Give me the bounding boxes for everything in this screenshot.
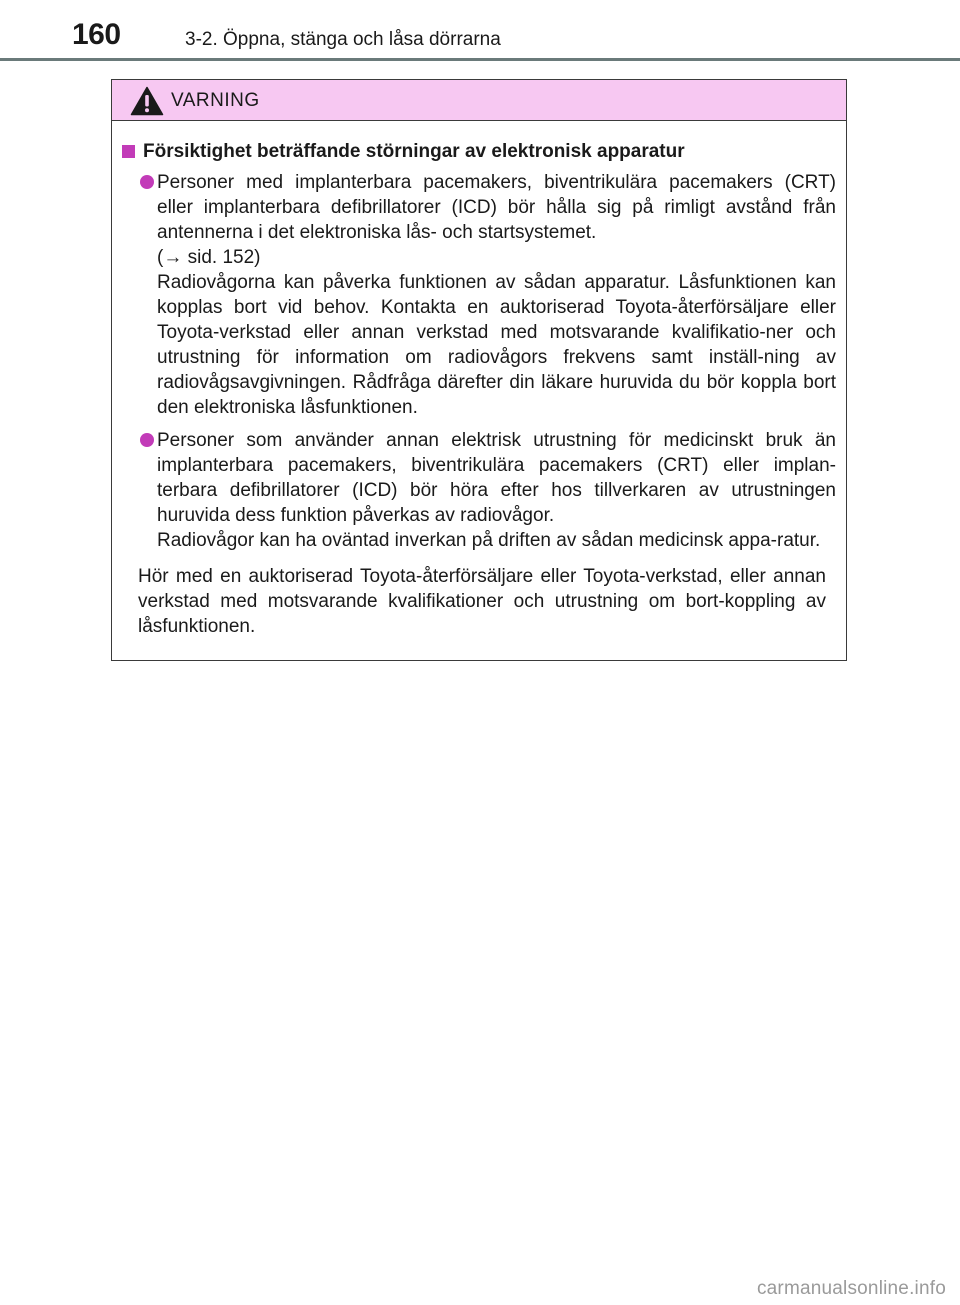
section-heading-text: Försiktighet beträffande störningar av elektronisk apparatur [143,141,685,162]
bullet-paragraph: Personer som använder annan elektrisk utrustning för medicinskt bruk än implanterbara pacemakers, biventrikulära pacemakers (CRT) eller implan-terbara defibrillatorer (ICD) bör höra efter hos tillverkaren av utrustningen huruvida dess funktion påverkas av radiovågor. [157,430,836,526]
closing-paragraph: Hör med en auktoriserad Toyota-återförsäljare eller Toyota-verkstad, eller annan verkstad med motsvarande kvalifikationer och utrustning om bort-koppling av låsfunktionen. [138,566,826,637]
watermark: carmanualsonline.info [756,1278,946,1299]
warning-content [112,121,846,639]
warning-header [112,80,846,121]
bullet-item [122,428,836,553]
section-title: 3-2. Öppna, stänga och låsa dörrarna [185,29,501,50]
bullet-item [122,170,836,420]
square-bullet-icon [122,145,135,158]
section-heading [122,139,836,165]
circle-bullet-icon [140,433,154,447]
warning-triangle-icon [130,86,164,116]
warning-title: VARNING [171,90,260,111]
page-number: 160 [72,18,121,51]
page-header [0,0,960,60]
page-reference: (→ sid. 152) [157,247,261,268]
header-rule [0,58,960,61]
bullet-paragraph: Radiovågor kan ha oväntad inverkan på driften av sådan medicinsk appa-ratur. [157,530,821,551]
circle-bullet-icon [140,175,154,189]
bullet-paragraph: Personer med implanterbara pacemakers, biventrikulära pacemakers (CRT) eller implanterbara defibrillatorer (ICD) bör hålla sig på rimligt avstånd från antennerna i det elektroniska lås- och startsystemet. [157,172,836,243]
bullet-paragraph: Radiovågorna kan påverka funktionen av sådan apparatur. Låsfunktionen kan kopplas bort vid behov. Kontakta en auktoriserad Toyota-återförsäljare eller Toyota-verkstad eller annan verkstad med motsvarande kvalifikatio-ner och utrustning för information om radiovågors frekvens samt inställ-ning av radiovågsavgivningen. Rådfråga därefter din läkare huruvida du bör koppla bort den elektroniska låsfunktionen. [157,272,836,418]
warning-box [111,79,847,661]
